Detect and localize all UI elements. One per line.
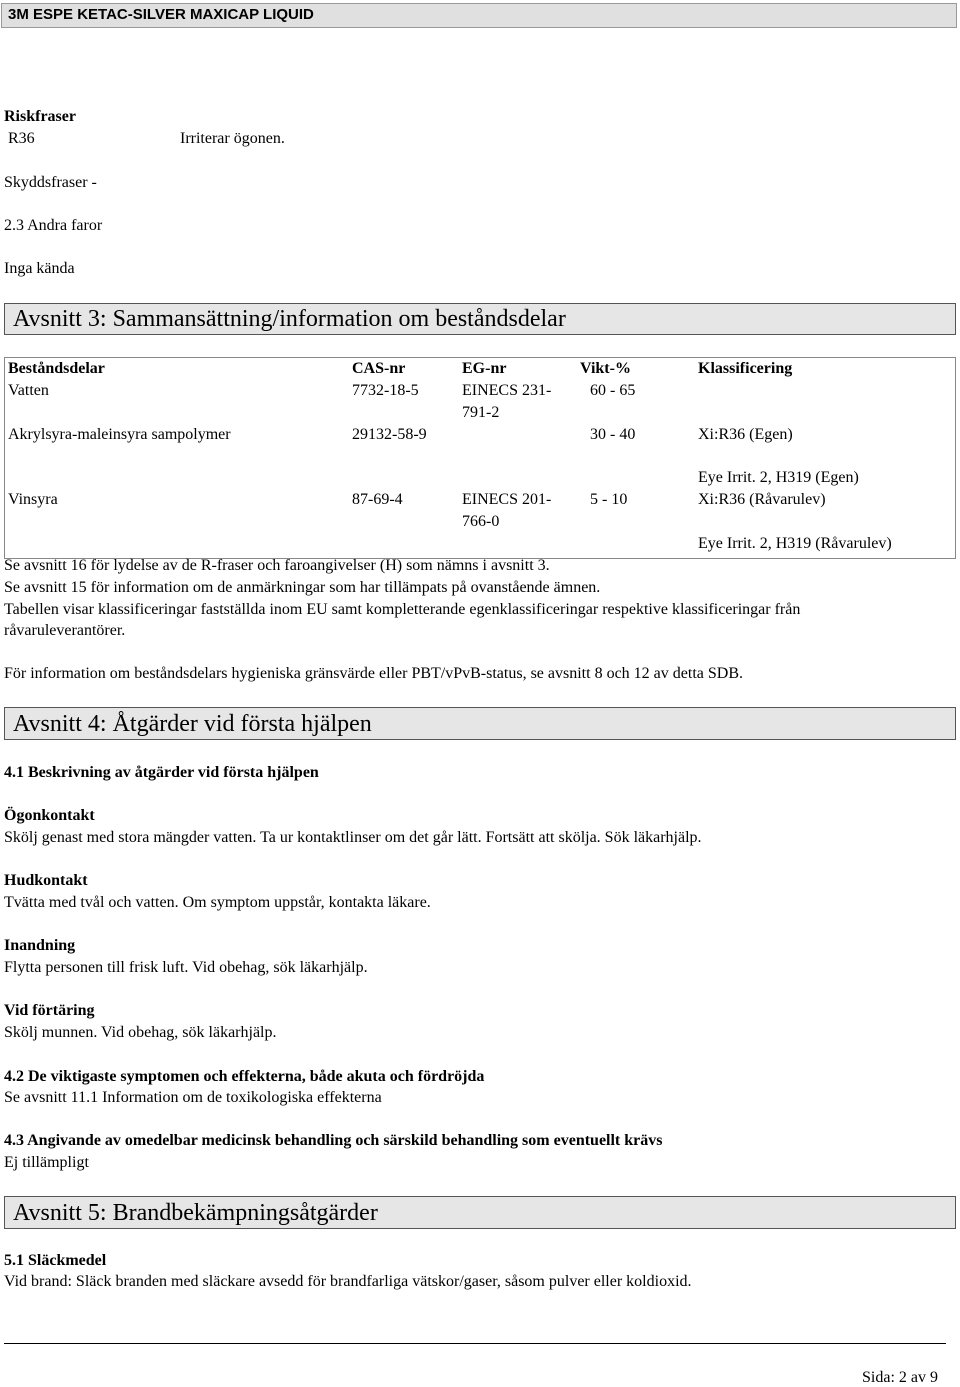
section4-sub3-text: Ej tillämpligt — [4, 1154, 89, 1171]
section5-title: Avsnitt 5: Brandbekämpningsåtgärder — [4, 1196, 956, 1229]
table-row-klass-cont: Eye Irrit. 2, H319 (Egen) — [698, 469, 859, 486]
item-heading-ogonkontakt: Ögonkontakt — [4, 807, 95, 824]
section5-text: Vid brand: Släck branden med släckare avsedd för brandfarliga vätskor/gaser, såsom pulver eller koldioxid. — [4, 1273, 692, 1290]
table-row-cas: 29132-58-9 — [352, 426, 427, 443]
item-heading-hudkontakt: Hudkontakt — [4, 872, 88, 889]
table-row-name: Akrylsyra-maleinsyra sampolymer — [8, 426, 231, 443]
section4-sub2: 4.2 De viktigaste symptomen och effekterna, både akuta och fördröjda — [4, 1068, 485, 1085]
section4-title: Avsnitt 4: Åtgärder vid första hjälpen — [4, 707, 956, 740]
section4-sub1: 4.1 Beskrivning av åtgärder vid första hjälpen — [4, 764, 319, 781]
section5-sub1: 5.1 Släckmedel — [4, 1252, 107, 1269]
section3-title: Avsnitt 3: Sammansättning/information om beståndsdelar — [4, 303, 956, 335]
table-row-eg-cont: 766-0 — [462, 513, 500, 530]
skyddsfraser: Skyddsfraser - — [4, 174, 97, 191]
risk-code: R36 — [8, 130, 35, 147]
table-row-vikt: 30 - 40 — [590, 426, 636, 443]
table-row-klass-cont: Eye Irrit. 2, H319 (Råvarulev) — [698, 535, 892, 552]
col-header-vikt: Vikt-% — [580, 360, 631, 377]
item-text: Skölj genast med stora mängder vatten. Ta ur kontaktlinser om det går lätt. Fortsätt att skölja. Sök läkarhjälp. — [4, 829, 702, 846]
item-heading-vid-fortaring: Vid förtäring — [4, 1002, 95, 1019]
page-number: Sida: 2 av 9 — [862, 1369, 938, 1386]
item-heading-inandning: Inandning — [4, 937, 76, 954]
note-line: Se avsnitt 16 för lydelse av de R-fraser och faroangivelser (H) som nämns i avsnitt 3. — [4, 557, 550, 574]
col-header-klassificering: Klassificering — [698, 360, 793, 377]
footer-rule — [4, 1343, 946, 1344]
section4-sub3: 4.3 Angivande av omedelbar medicinsk behandling och särskild behandling som eventuellt krävs — [4, 1132, 663, 1149]
item-text: Flytta personen till frisk luft. Vid obehag, sök läkarhjälp. — [4, 959, 368, 976]
col-header-cas: CAS-nr — [352, 360, 406, 377]
col-header-eg: EG-nr — [462, 360, 507, 377]
table-row-vikt: 5 - 10 — [590, 491, 628, 508]
table-row-cas: 7732-18-5 — [352, 382, 419, 399]
item-text: Tvätta med tvål och vatten. Om symptom uppstår, kontakta läkare. — [4, 894, 431, 911]
andra-faror-text: Inga kända — [4, 260, 75, 277]
item-text: Skölj munnen. Vid obehag, sök läkarhjälp. — [4, 1024, 277, 1041]
table-row-klass: Xi:R36 (Egen) — [698, 426, 793, 443]
document-title: 3M ESPE KETAC-SILVER MAXICAP LIQUID — [8, 6, 314, 23]
table-row-cas: 87-69-4 — [352, 491, 403, 508]
table-row-name: Vatten — [8, 382, 49, 399]
table-row-name: Vinsyra — [8, 491, 58, 508]
col-header-bestandsdelar: Beståndsdelar — [8, 360, 105, 377]
risk-text: Irriterar ögonen. — [180, 130, 285, 147]
note-line: råvaruleverantörer. — [4, 622, 126, 639]
table-row-klass: Xi:R36 (Råvarulev) — [698, 491, 826, 508]
andra-faror-heading: 2.3 Andra faror — [4, 217, 103, 234]
note-line: Tabellen visar klassificeringar fastställda inom EU samt kompletterande egenklassificeringar respektive klassificeringar från — [4, 601, 801, 618]
section4-sub2-text: Se avsnitt 11.1 Information om de toxikologiska effekterna — [4, 1089, 382, 1106]
note-line: Se avsnitt 15 för information om de anmärkningar som har tillämpats på ovanstående ämnen. — [4, 579, 601, 596]
table-row-eg: EINECS 201- — [462, 491, 552, 508]
riskfraser-heading: Riskfraser — [4, 108, 76, 125]
table-row-vikt: 60 - 65 — [590, 382, 636, 399]
info-line: För information om beståndsdelars hygieniska gränsvärde eller PBT/vPvB-status, se avsnitt 8 och 12 av detta SDB. — [4, 665, 743, 682]
table-row-eg-cont: 791-2 — [462, 404, 500, 421]
table-row-eg: EINECS 231- — [462, 382, 552, 399]
